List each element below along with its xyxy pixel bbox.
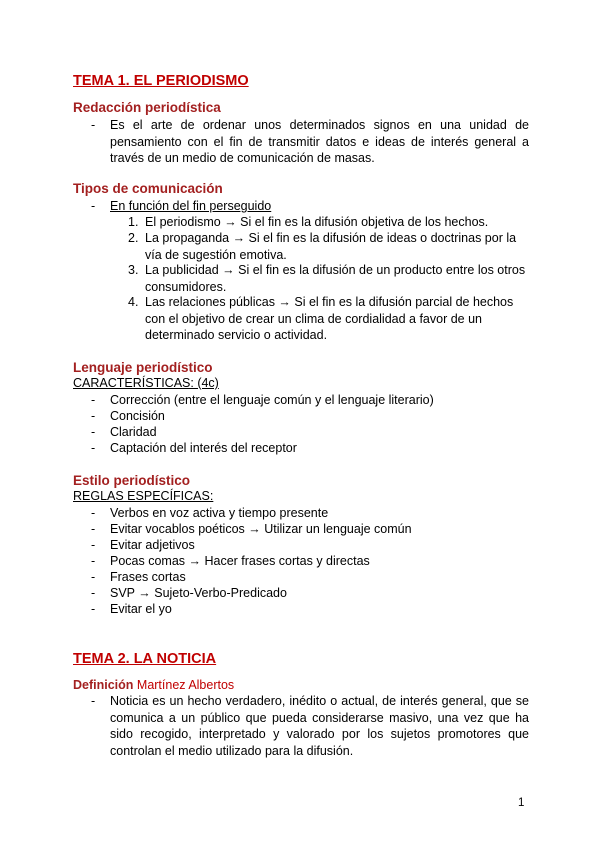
redaccion-bullet [91, 117, 529, 167]
list-item [128, 294, 528, 344]
page-number: 1 [518, 797, 525, 809]
item-text: Pocas comas → Hacer frases cortas y directas [110, 554, 370, 568]
bullet-dash: - [91, 393, 96, 407]
bullet-dash: - [91, 425, 96, 439]
item-text: El periodismo → Si el fin es la difusión objetiva de los hechos. [145, 215, 489, 229]
item-number: 4. [128, 295, 139, 309]
list-item [91, 424, 529, 441]
item-text: Las relaciones públicas → Si el fin es la difusión parcial de hechos con el objetivo de crear un clima de cordialidad a favor de un determinado servicio o actividad. [145, 295, 514, 342]
item-text: SVP → Sujeto-Verbo-Predicado [110, 586, 287, 600]
bullet-dash: - [91, 538, 96, 552]
list-item [128, 214, 528, 231]
tipos-bullet-text: En función del fin perseguido [110, 199, 272, 213]
item-text: Corrección (entre el lenguaje común y el lenguaje literario) [110, 393, 434, 407]
item-number: 2. [128, 231, 139, 245]
lenguaje-heading: Lenguaje periodístico [73, 360, 213, 375]
item-number: 3. [128, 263, 139, 277]
bullet-dash: - [91, 441, 96, 455]
definicion-author: Martínez Albertos [136, 678, 235, 692]
tipos-bullet [91, 198, 529, 215]
list-item [128, 262, 528, 295]
item-text: Claridad [110, 425, 157, 439]
estilo-subheading: REGLAS ESPECÍFICAS: [73, 489, 214, 503]
redaccion-text: Es el arte de ordenar unos determinados signos en una unidad de pensamiento con el fin de transmitir datos e ideas de interés general a través de un medio de comunicación de masas. [110, 118, 529, 165]
lenguaje-subheading: CARACTERÍSTICAS: (4c) [73, 376, 219, 390]
list-item [128, 230, 528, 263]
item-text: Captación del interés del receptor [110, 441, 297, 455]
list-item [91, 408, 529, 425]
definicion-label: Definición [73, 678, 134, 692]
item-text: Evitar el yo [110, 602, 172, 616]
definicion-line [73, 678, 234, 692]
definicion-bullet [91, 693, 529, 759]
list-item [91, 505, 529, 522]
bullet-dash: - [91, 586, 96, 600]
item-text: La publicidad → Si el fin es la difusión de un producto entre los otros consumidores. [145, 263, 526, 294]
estilo-heading: Estilo periodístico [73, 473, 191, 488]
item-text: Verbos en voz activa y tiempo presente [110, 506, 329, 520]
list-item [91, 569, 529, 586]
item-text: Frases cortas [110, 570, 186, 584]
bullet-dash: - [91, 199, 96, 213]
item-text: Concisión [110, 409, 165, 423]
list-item [91, 601, 529, 618]
list-item [91, 553, 529, 570]
bullet-dash: - [91, 570, 96, 584]
tema1-title: TEMA 1. EL PERIODISMO [73, 73, 249, 89]
bullet-dash: - [91, 602, 96, 616]
item-text: Evitar vocablos poéticos → Utilizar un lenguaje común [110, 522, 412, 536]
list-item [91, 537, 529, 554]
list-item [91, 392, 529, 409]
bullet-dash: - [91, 522, 96, 536]
bullet-dash: - [91, 409, 96, 423]
item-text: La propaganda → Si el fin es la difusión de ideas o doctrinas por la vía de sugestión emotiva. [145, 231, 517, 262]
bullet-dash: - [91, 506, 96, 520]
redaccion-heading: Redacción periodística [73, 100, 221, 115]
bullet-dash: - [91, 694, 96, 708]
list-item [91, 585, 529, 602]
list-item [91, 440, 529, 457]
definicion-text: Noticia es un hecho verdadero, inédito o actual, de interés general, que se comunica a un público que pueda considerarse masivo, una vez que ha sido recogido, interpretado y valorado por los sujetos promotores que controlan el medio utilizado para la difusión. [110, 694, 529, 758]
item-text: Evitar adjetivos [110, 538, 195, 552]
tipos-heading: Tipos de comunicación [73, 181, 223, 196]
bullet-dash: - [91, 554, 96, 568]
item-number: 1. [128, 215, 139, 229]
bullet-dash: - [91, 118, 96, 132]
tema2-title: TEMA 2. LA NOTICIA [73, 651, 217, 667]
list-item [91, 521, 529, 538]
